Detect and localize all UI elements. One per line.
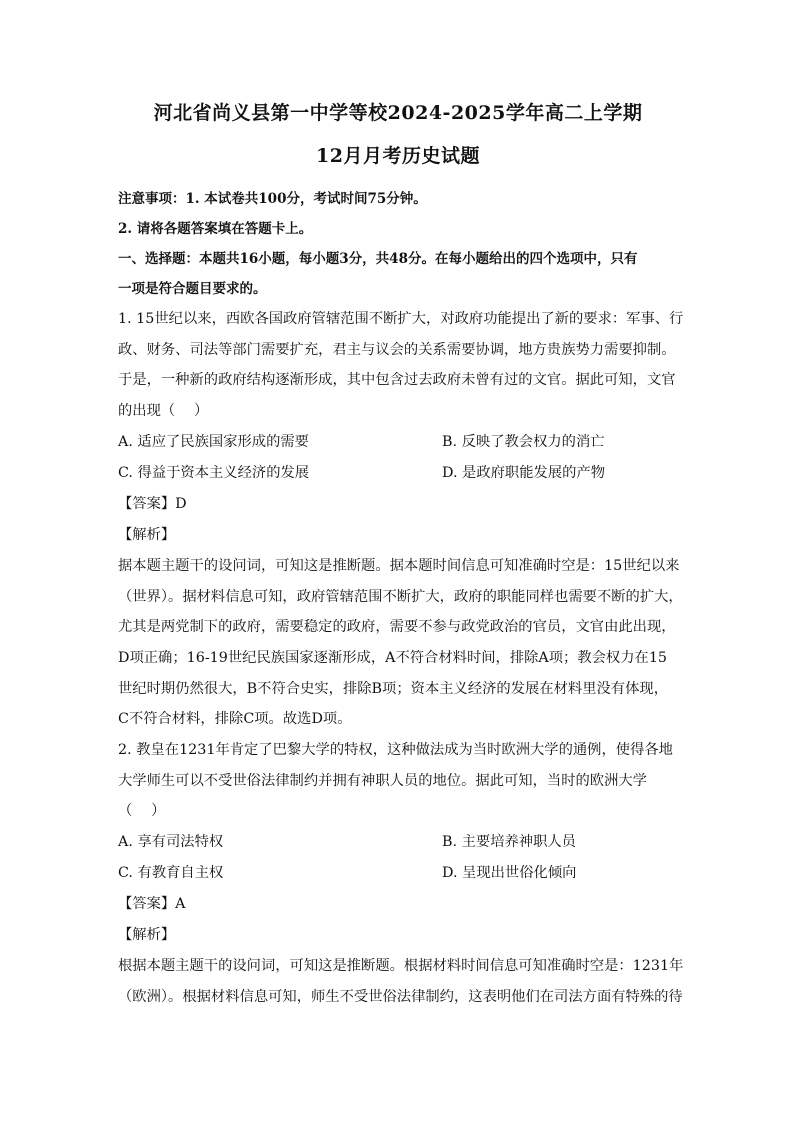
q1-analysis-label: 【解析】	[118, 526, 176, 543]
q2-stem-line: 2. 教皇在1231年肯定了巴黎大学的特权，这种做法成为当时欧洲大学的通例，使得各地	[118, 742, 673, 759]
q1-option-d: D. 是政府职能发展的产物	[442, 464, 606, 481]
q2-options-row	[118, 858, 678, 889]
document-title-line1: 河北省尚义县第一中学等校2024-2025学年高二上学期	[153, 102, 643, 124]
q2-option-b: B. 主要培养神职人员	[442, 834, 576, 851]
section-heading-line1: 一、选择题：本题共16小题，每小题3分，共48分。在每小题给出的四个选项中，只有	[118, 251, 638, 267]
q1-analysis-line: C不符合材料，排除C项。故选D项。	[118, 711, 352, 728]
q2-analysis-line: （欧洲）。根据材料信息可知，师生不受世俗法律制约，这表明他们在司法方面有特殊的待	[118, 988, 683, 1005]
q1-option-b: B. 反映了教会权力的消亡	[442, 433, 605, 450]
q1-analysis-line: 世纪时期仍然很大，B不符合史实，排除B项；资本主义经济的发展在材料里没有体现，	[118, 680, 668, 697]
q2-stem-line: 大学师生可以不受世俗法律制约并拥有神职人员的地位。据此可知，当时的欧洲大学	[118, 772, 647, 789]
q1-option-a: A. 适应了民族国家形成的需要	[118, 433, 309, 450]
q1-analysis-line: D项正确；16-19世纪民族国家逐渐形成，A不符合材料时间，排除A项；教会权力在15	[118, 649, 668, 666]
question-1	[118, 304, 684, 735]
q1-stem-line: 于是，一种新的政府结构逐渐形成，其中包含过去政府未曾有过的文官。据此可知，文官	[118, 372, 676, 389]
q2-option-d: D. 呈现出世俗化倾向	[442, 865, 577, 882]
q2-option-a: A. 享有司法特权	[118, 834, 224, 851]
q2-option-c: C. 有教育自主权	[118, 865, 224, 882]
q1-analysis-line: （世界）。据材料信息可知，政府管辖范围不断扩大，政府的职能同样也需要不断的扩大，	[118, 588, 683, 605]
q1-analysis-line: 据本题主题干的设问词，可知这是推断题。据本题时间信息可知准确时空是：15世纪以来	[118, 557, 680, 574]
notes-line1: 注意事项：1. 本试卷共100分，考试时间75分钟。	[118, 191, 427, 207]
notes-line2: 2. 请将各题答案填在答题卡上。	[118, 221, 313, 237]
q1-options-row	[118, 458, 678, 489]
q2-stem-line: （ ）	[118, 803, 166, 820]
q1-analysis-line: 尤其是两党制下的政府，需要稳定的政府，需要不参与政党政治的官员，文官由此出现，	[118, 619, 676, 636]
section-heading-line2: 一项是符合题目要求的。	[118, 281, 267, 297]
q2-answer: 【答案】A	[118, 896, 186, 913]
q2-analysis-line: 根据本题主题干的设问词，可知这是推断题。根据材料时间信息可知准确时空是：1231年	[118, 958, 684, 975]
document-title-line2: 12月月考历史试题	[316, 145, 480, 167]
q1-stem-line: 政、财务、司法等部门需要扩充，君主与议会的关系需要协调，地方贵族势力需要抑制。	[118, 341, 676, 358]
document-page	[118, 98, 684, 1013]
q1-option-c: C. 得益于资本主义经济的发展	[118, 464, 310, 481]
q1-stem-line: 1. 15世纪以来，西欧各国政府管辖范围不断扩大，对政府功能提出了新的要求：军事、行	[118, 311, 684, 327]
q1-stem-line: 的出现（ ）	[118, 403, 209, 420]
question-2	[118, 735, 684, 1013]
q2-analysis-label: 【解析】	[118, 927, 176, 944]
q1-options-row	[118, 427, 678, 458]
q2-options-row	[118, 827, 678, 858]
q1-answer: 【答案】D	[118, 495, 187, 512]
